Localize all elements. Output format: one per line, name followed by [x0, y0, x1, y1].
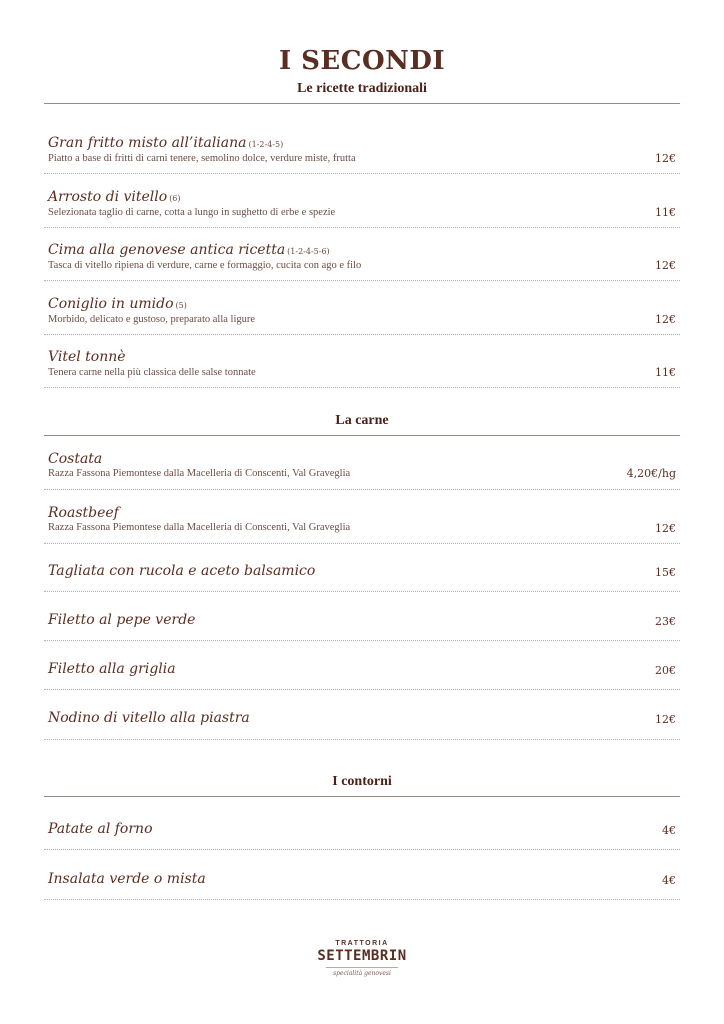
item-name: Insalata verde o mista [48, 871, 206, 887]
item-name: Filetto alla griglia [48, 661, 176, 677]
menu-item [44, 867, 680, 900]
menu-item [44, 707, 680, 740]
menu-item [44, 241, 680, 281]
item-name: Roastbeef [48, 505, 119, 521]
item-price: 12€ [655, 522, 676, 535]
item-name: Coniglio in umido (5) [48, 296, 187, 312]
item-price: 12€ [655, 152, 676, 165]
item-name: Vitel tonnè [48, 349, 126, 365]
item-name: Nodino di vitello alla piastra [48, 710, 250, 726]
menu-item [44, 188, 680, 228]
section-divider [44, 435, 680, 436]
item-allergens: (5) [175, 301, 187, 310]
page-title: I SECONDI [278, 46, 446, 76]
item-allergens: (1-2-4-5) [248, 140, 284, 149]
item-name: Costata [48, 451, 103, 467]
item-description: Piatto a base di fritti di carni tenere, semolino dolce, verdure miste, frutta [48, 153, 356, 164]
item-name: Arrosto di vitello (6) [48, 189, 181, 205]
item-price: 4€ [662, 824, 676, 837]
item-name: Tagliata con rucola e aceto balsamico [48, 563, 316, 579]
menu-item [44, 818, 680, 850]
item-price: 20€ [655, 664, 676, 677]
item-allergens: (1-2-4-5-6) [287, 247, 330, 256]
item-price: 11€ [655, 366, 676, 379]
item-description: Morbido, delicato e gustoso, preparato alla ligure [48, 314, 256, 325]
section-title-contorni: I contorni [332, 774, 392, 789]
menu-item [44, 504, 680, 544]
item-price: 12€ [655, 713, 676, 726]
item-description: Tasca di vitello ripiena di verdure, carne e formaggio, cucita con ago e filo [48, 260, 362, 271]
item-allergens: (6) [169, 194, 181, 203]
item-description: Selezionata taglio di carne, cotta a lungo in sughetto di erbe e spezie [48, 207, 336, 218]
item-price: 4,20€/hg [626, 467, 676, 480]
logo-divider [326, 967, 398, 968]
section-divider [44, 103, 680, 104]
menu-item [44, 134, 680, 174]
section-title-ricette: Le ricette tradizionali [297, 81, 427, 96]
menu-item [44, 295, 680, 335]
menu-item [44, 450, 680, 490]
item-price: 15€ [655, 566, 676, 579]
section-divider [44, 796, 680, 797]
menu-item [44, 560, 680, 592]
item-name: Cima alla genovese antica ricetta (1-2-4-5-6) [48, 242, 330, 258]
menu-item [44, 658, 680, 690]
item-price: 12€ [655, 313, 676, 326]
trattoria-logo [312, 940, 412, 980]
logo-tagline: specialità genovesi [333, 970, 391, 977]
item-name: Patate al forno [48, 821, 153, 837]
logo-main-text: SETTEMBRIN [317, 948, 407, 964]
menu-item [44, 348, 680, 388]
item-price: 11€ [655, 206, 676, 219]
item-description: Razza Fassona Piemontese dalla Macelleria di Conscenti, Val Graveglia [48, 522, 351, 533]
logo-top-text: TRATTORIA [335, 940, 389, 947]
item-name: Filetto al pepe verde [48, 612, 196, 628]
item-description: Tenera carne nella più classica delle salse tonnate [48, 367, 256, 378]
section-title-carne: La carne [335, 413, 389, 428]
item-price: 12€ [655, 259, 676, 272]
item-price: 4€ [662, 874, 676, 887]
item-name: Gran fritto misto all’italiana (1-2-4-5) [48, 135, 284, 151]
item-description: Razza Fassona Piemontese dalla Macelleria di Conscenti, Val Graveglia [48, 468, 351, 479]
item-price: 23€ [655, 615, 676, 628]
menu-item [44, 609, 680, 641]
